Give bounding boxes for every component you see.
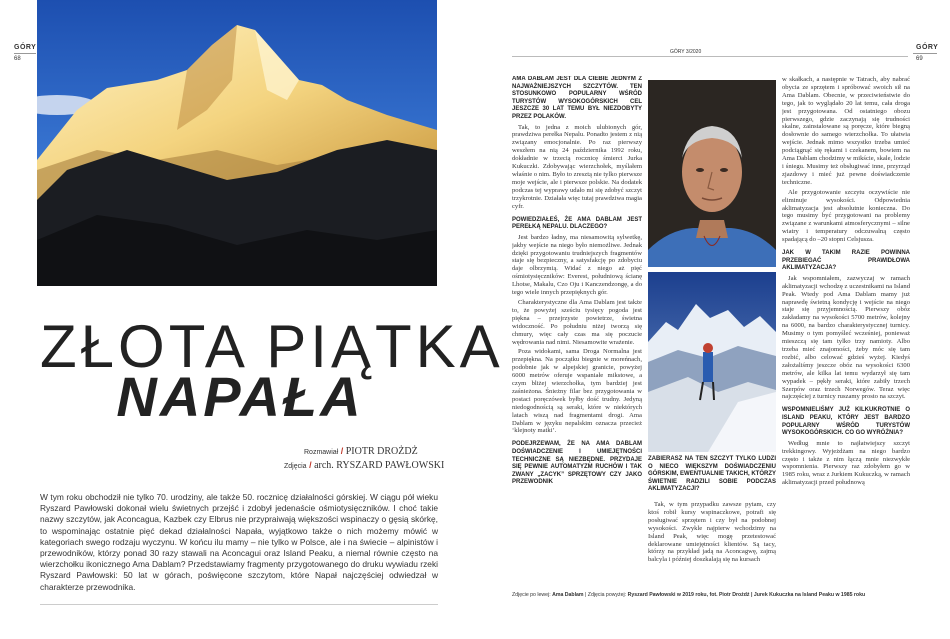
island-peak-photo (648, 272, 776, 452)
article-title-line2: NAPAŁA (116, 365, 364, 428)
question-1: AMA DABLAM JEST DLA CIEBIE JEDNYM Z NAJWAŻNIEJSZYCH SZCZYTÓW. TEN STOSUNKOWO POPULARNY WŚRÓD TURYSTÓW WYSOKOGÓRSKICH CEL JESZCZE 30 LAT TEMU BYŁ NIEZDOBYTY PRZEZ POLAKÓW. (512, 76, 642, 120)
header-rule-right (913, 53, 937, 54)
page-number-right: 69 (916, 56, 923, 62)
article-title-line1: ZŁOTA PIĄTKA (40, 313, 504, 380)
photo-credits (512, 592, 865, 598)
section-label-left: GÓRY (14, 44, 37, 51)
photos-credit (284, 460, 444, 471)
column-2-question: ZABIERASZ NA TEN SZCZYT TYLKO LUDZI O NIECO WIĘKSZYM DOŚWIADCZENIU GÓRSKIM, EWENTUALNIE TAKICH, KTÓRZY ŚWIETNIE RADZILI SOBIE PODCZAS AKLIMATYZACJI? (648, 456, 776, 493)
answer-paragraph: Tak, to jedna z moich ulubionych gór, prawdziwa perełka Nepalu. Ponadto jestem z nią związany emocjonalnie. Po raz pierwszy weszłem na nią 24 października 1992 roku, dokładnie w trzecią rocznicę śmierci Jurka Kukuczki. Zdobywając wierzchołek, myślałem właśnie o nim. Było to zresztą nie tylko pierwsze moje wejście, ale i pierwsze polskie. Na dodatek podczas tej wyprawy udało mi się zdobyć szczyt trzykrotnie. Działała więc tutaj prawdziwa magia cyfr. (512, 123, 642, 210)
question-3: PODEJRZEWAM, ŻE NA AMA DABLAM DOŚWIADCZENIE I UMIEJĘTNOŚCI TECHNICZNE SĄ NIEZBĘDNE. PRZYDAJE SIĘ PEWNIE AUTOMATYZM RUCHÓW I TAK ZWANY „ZACYK” SPRZĘTOWY CZY JAKO PRZEWODNIK (512, 441, 642, 486)
answer-paragraph: w skałkach, a następnie w Tatrach, aby nabrać obycia ze sprzętem i spróbować swoich sił na Ama Dablam. Obecnie, w przeciwieństwie do tego, jak to wyglądało 20 lat temu, cała droga jest przygotowana. Od ostatniego obozu pierwszego, gdzie zaczynają się trudności skalne, zainstalowane są poręcze, które biegną dosłownie do samego wierzchołka. To ułatwia wejście. Jednak mimo wszystko trzeba umieć podciągnąć się rękami i czekanem, bowiem na Ama Dablam chodzimy w mikście, skale, lodzie i śniegu. Musimy też obsługiwać inne, przyrząd zjazdowy i mieć już pewne doświadczenie techniczne. (782, 76, 910, 186)
issue-label: GÓRY 3/2020 (670, 49, 702, 55)
answer-paragraph: Ale przygotowanie szczytu oczywiście nie eliminuje wysokości. Odpowiednia aklimatyzacja jest absolutnie konieczna. Do tego musimy być przygotowani na problemy związane z warunkami atmosferycznymi – silne wiatry i temperatury odczuwalną często spadającą do –20 stopni Celsjusza. (782, 188, 910, 244)
lead-bottom-rule (40, 604, 438, 605)
question-4: JAK W TAKIM RAZIE POWINNA PRZEBIEGAĆ PRAWIDŁOWA AKLIMATYZACJA? (782, 250, 910, 272)
slash-icon: / (340, 446, 344, 456)
photo-credit-prefix: | Zdjęcia powyżej: (584, 592, 627, 598)
article-column-3 (782, 76, 910, 582)
ama-dablam-photo (37, 0, 437, 286)
interviewer-credit (304, 446, 418, 457)
answer-paragraph: Tak, w tym przypadku zawsze pytam, czy ktoś robił kursy wspinaczkowe, potrafi się posługiwać sprzętem i czy był na podobnej wysokości. Zwykle najpierw wchodzimy na Island Peak, więc mogę przetestować deklarowane umiejętności klientów. Są tacy, którzy na przykład jadą na Aconcagwę, zajmą balcyla i później doszkalają się na kursach (648, 501, 776, 564)
answer-paragraph: Jest bardzo ładny, ma niesamowitą sylwetkę, jakby wejście na niego było niemożliwe. Jednak dzięki przygotowaniu trudniejszych fragmentów staje się bezpieczny, a satysfakcję po zdobyciu daje olbrzymią. Widać z niego aż pięć ośmiotysięczników: Everest, południową ścianę Lhotse, Makalu, Czo Oju i Kanczendzongę, a do tego wiele innych przepięknych gór. (512, 233, 642, 297)
answer-paragraph: Według mnie to najłatwiejszy szczyt trekkingowy. Wyjeżdżam na niego bardzo często i także z nim łączą mnie niezwykłe wspomnienia. Pierwszy raz zdobyłem go w 1985 roku, wraz z Jurkiem Kukuczką, w ramach aklimatyzacji przed połudnową (782, 439, 910, 487)
photos-label: Zdjęcia (284, 463, 307, 470)
question-2: POWIEDZIAŁEŚ, ŻE AMA DABLAM JEST PEREŁKĄ NEPALU. DLACZEGO? (512, 216, 642, 231)
photo-credit-subject: Ryszard Pawłowski w 2019 roku, fot. Piotr Drożdż (627, 592, 750, 598)
header-rule-top (512, 56, 908, 57)
answer-paragraph: Charakterystyczne dla Ama Dablam jest także to, że powyżej sześciu tysięcy pogoda jest piękna – przejrzyste powietrze, świetna widoczność. Po południu niżej tworzą się chmury, więc cały czas ma się poczucie wędrowania nad nimi. Niesamowite wrażenie. (512, 298, 642, 346)
photo-credit-subject: | Jurek Kukuczka na Island Peaku w 1985 roku (750, 592, 866, 598)
interviewer-name: PIOTR DROŻDŻ (345, 446, 418, 457)
article-column-1 (512, 76, 642, 580)
photos-credit-name: arch. RYSZARD PAWŁOWSKI (314, 460, 445, 471)
answer-paragraph: Jak wspomniałem, zazwyczaj w ramach aklimatyzacji wchodzę z uczestnikami na Island Peak. Wtedy pod Ama Dablam mamy już naprawdę świetną kondycję i wejście na niego staje się przyjemnością. Pierwszy obóz zakładamy na wysokości 5700 metrów, kolejny na 6000, na bardzo charakterystycznej turnicy. Musimy o tym pomyśleć wcześniej, ponieważ mieszczą się tam tylko trzy namioty. Albo trzeba mieć znajomości, żeby móc się tam rozbić, albo celować gdzieś wyżej. Kiedyś założaliśmy jeszcze obóz na wysokości 6300 metrów, ale kilka lat temu wydarzył się tam wypadek – pękły seraki, które zabiły trzech Szerpów oraz trzech Norwegów. Teraz więc najczęściej z turnicy ruszamy prosto na szczyt. (782, 274, 910, 401)
photo-credit-prefix: Zdjęcie po lewej: (512, 592, 551, 598)
article-column-2 (648, 501, 776, 581)
header-rule-left (14, 53, 36, 54)
question-5: WSPOMNIELIŚMY JUŻ KILKUKROTNIE O ISLAND PEAKU, KTÓRY JEST BARDZO POPULARNY WŚRÓD TURYSTÓW WYSOKOGÓRSKICH. CO GO WYRÓŻNIA? (782, 407, 910, 437)
portrait-photo (648, 80, 776, 267)
slash-icon: / (309, 460, 312, 470)
photo-credit-subject: Ama Dablam (552, 592, 584, 598)
page-number-left: 68 (14, 56, 21, 62)
lead-paragraph: W tym roku obchodził nie tylko 70. urodziny, ale także 50. rocznicę działalności górskiej. W ciągu pół wieku Ryszard Pawłowski dokonał wielu świetnych przejść i zdobył jedenaście ośmiotysięczników. I choć takie nazwy szczytów, jak Aconcagua, Kazbek czy Elbrus nie przypraiwają większości wspinaczy o gęsią skórkę, to wspominając ostatnie pięć dekad działalności Napała, wyjątkowo także o nich możemy mówić w kategoriach swego rodzaju wyczynu. W końcu ilu mamy – nie tylko w Polsce, ale i na świecie – alpinistów i przewodników, którzy ponad 30 razy stawali na Aconcagui oraz Island Peaku, a niemal równie często na wierzchołku ikonicznego Ama Dablam? Przedstawiamy fragmenty przygotowanego do druku wywiadu rzeki Ryszard Pawłowski: 50 lat w górach, poświęcone szczytom, które Napał najczęściej odwiedzał w charakterze przewodnika. (40, 492, 438, 592)
section-label-right: GÓRY (916, 44, 939, 51)
answer-paragraph: Poza widokami, sama Droga Normalna jest przepiękna. Na początku biegnie w moreńnach, podobnie jak w alpejskiej granicie, powyżej 6000 metrów oferuje wspaniałe mikstowe, a czym bliżej wierzchołka, tym bardziej jest zaśnieżona. Śnieżny filar bez przygotowania w postaci poręczówek byłby dość trudny. Jedyną niedogodnością są seraki, które w niektórych latach wiszą nad fragmentami drogi. Ama Dablam w języku nepalskim oznacza przecież ‘klejnoty matki’. (512, 348, 642, 435)
interviewer-label: Rozmawiał (304, 449, 339, 456)
